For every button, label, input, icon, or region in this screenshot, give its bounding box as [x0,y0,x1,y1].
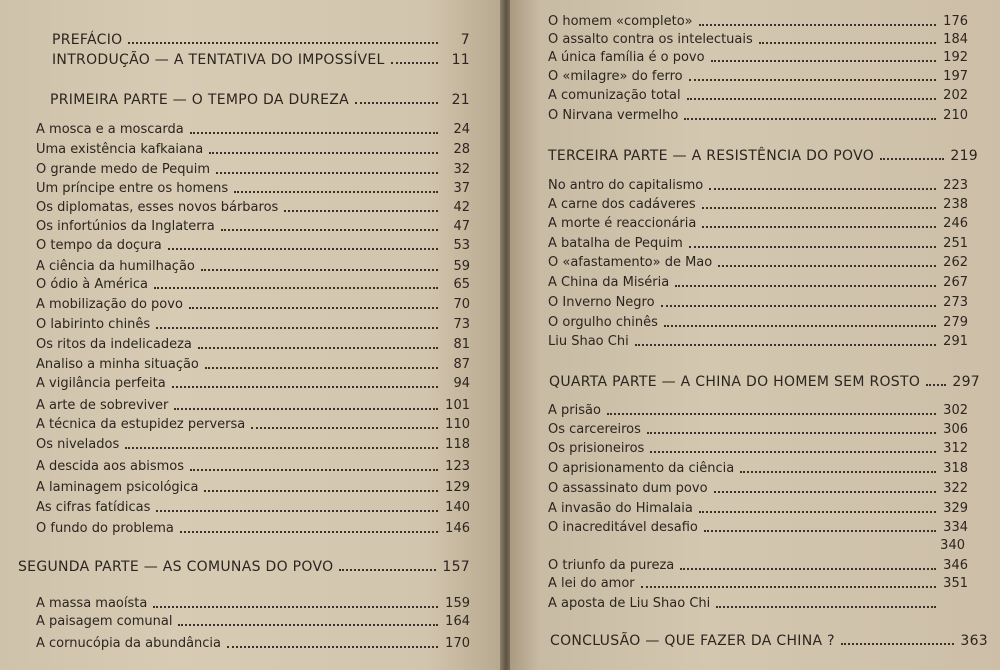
toc-entry-title: A arte de sobreviver [36,398,169,413]
toc-entry-page-number: 159 [445,596,470,611]
toc-entry [549,370,980,390]
toc-entry-title: O «milagre» do ferro [548,69,683,84]
toc-entry [548,174,968,194]
dot-leader [234,191,438,193]
toc-entry-page-number: 340 [940,538,965,553]
toc-entry-title: A única família é o povo [548,50,705,65]
dot-leader [128,42,438,44]
dot-leader [740,471,936,473]
toc-entry [548,251,968,271]
dot-leader [180,531,438,533]
toc-entry-page-number: 164 [445,614,470,629]
toc-entry-title: A paisagem comunal [36,614,173,629]
toc-entry-title: INTRODUÇÃO — A TENTATIVA DO IMPOSSÍVEL [52,52,385,68]
toc-entry [36,476,470,496]
toc-entry-page-number: 262 [943,255,968,270]
toc-entry-title: Os infortúnios da Inglaterra [36,219,215,234]
toc-entry [36,496,470,516]
toc-entry-title: A cornucópia da abundância [36,636,222,651]
toc-entry-title: O ódio à América [36,277,148,292]
toc-entry-page-number: 110 [445,417,470,432]
toc-entry-page-number: 267 [943,275,968,290]
toc-entry-title: Os nivelados [36,437,120,452]
toc-entry-page-number: 219 [950,148,978,164]
dot-leader [675,285,936,287]
toc-entry-title: A mosca e a moscarda [36,122,184,137]
dot-leader [709,188,936,190]
toc-entry-title: A descida aos abismos [36,459,184,474]
dot-leader [635,344,936,346]
toc-entry-page-number: 170 [445,636,470,651]
dot-leader [718,265,936,267]
dot-leader [641,586,936,588]
dot-leader [647,432,936,434]
toc-entry-page-number: 279 [943,315,968,330]
dot-leader [153,606,438,608]
toc-entry [52,48,470,68]
toc-entry [36,517,470,537]
toc-entry-title: O Nirvana vermelho [548,108,679,123]
toc-entry [548,46,968,66]
dot-leader [702,226,936,228]
toc-entry-page-number: 157 [442,559,470,575]
toc-entry [50,88,470,108]
dot-leader [926,384,946,386]
dot-leader [174,408,438,410]
toc-entry-title: A invasão do Himalaia [548,501,693,516]
toc-entry [548,592,968,612]
dot-leader [339,569,436,571]
toc-entry-page-number: 140 [445,500,470,515]
toc-entry-title: O Inverno Negro [548,295,655,310]
toc-entry-title: A técnica da estupidez perversa [36,417,246,432]
dot-leader [190,469,438,471]
toc-entry-page-number: 87 [453,357,470,372]
toc-entry-page-number: 7 [460,32,470,48]
toc-entry-title: No antro do capitalismo [548,178,704,193]
toc-entry [548,330,968,350]
toc-entry [548,212,968,232]
toc-entry-title: Os diplomatas, esses novos bárbaros [36,200,279,215]
toc-entry [548,271,968,291]
toc-entry-title: Os ritos da indelicadeza [36,337,192,352]
dot-leader [664,325,936,327]
toc-entry-page-number: 273 [943,295,968,310]
toc-entry-page-number: 238 [943,197,968,212]
toc-entry [36,158,470,178]
toc-entry-page-number: 118 [445,437,470,452]
dot-leader [198,347,438,349]
toc-entry-title: O grande medo de Pequim [36,162,211,177]
toc-entry [548,311,968,331]
toc-entry-page-number: 47 [453,219,470,234]
toc-entry-page-number: 297 [952,374,980,390]
dot-leader [221,229,438,231]
dot-leader [714,491,936,493]
dot-leader [178,624,438,626]
toc-entry-title: As cifras fatídicas [36,500,151,515]
dot-leader [684,118,936,120]
toc-entry-page-number: 81 [453,337,470,352]
toc-entry-title: PRIMEIRA PARTE — O TEMPO DA DUREZA [50,92,350,108]
toc-entry-page-number: 306 [943,422,968,437]
toc-entry [36,215,470,235]
toc-entry-page-number: 65 [453,277,470,292]
toc-entry-page-number: 202 [943,88,968,103]
dot-leader [355,102,438,104]
dot-leader [125,447,438,449]
dot-leader [172,386,438,388]
dot-leader [702,207,936,209]
toc-entry-page-number: 192 [943,50,968,65]
toc-entry-page-number: 197 [943,69,968,84]
toc-entry [548,534,965,554]
toc-entry-page-number: 312 [943,441,968,456]
toc-entry-page-number: 329 [943,501,968,516]
toc-entry-title: O orgulho chinês [548,315,658,330]
toc-entry-page-number: 322 [943,481,968,496]
dot-leader [190,132,438,134]
toc-entry [548,516,968,536]
dot-leader [680,568,936,570]
toc-entry-title: O inacreditável desafio [548,520,698,535]
toc-entry-page-number: 123 [445,459,470,474]
toc-entry-title: O assassinato dum povo [548,481,708,496]
toc-entry-page-number: 129 [445,480,470,495]
dot-leader [189,307,438,309]
toc-entry-page-number: 351 [943,576,968,591]
toc-entry [548,28,968,48]
toc-entry [548,144,978,164]
toc-entry-page-number: 11 [451,52,470,68]
dot-leader [251,427,438,429]
toc-entry [36,592,470,612]
toc-entry-title: A aposta de Liu Shao Chi [548,596,711,611]
toc-entry [36,293,470,313]
dot-leader [759,42,936,44]
dot-leader [204,490,438,492]
toc-entry-page-number: 24 [453,122,470,137]
toc-entry [36,196,470,216]
toc-entry-title: PREFÁCIO [52,32,123,48]
toc-entry [548,291,968,311]
toc-entry-title: Uma existência kafkaiana [36,142,204,157]
toc-entry [548,497,968,517]
toc-entry-title: O labirinto chinês [36,317,151,332]
toc-entry [548,232,968,252]
toc-entry-page-number: 223 [943,178,968,193]
dot-leader [284,210,438,212]
toc-entry [36,273,470,293]
toc-entry-page-number: 291 [943,334,968,349]
toc-entry-page-number: 28 [453,142,470,157]
dot-leader [841,643,955,645]
toc-entry-title: A lei do amor [548,576,635,591]
toc-entry-page-number: 53 [453,238,470,253]
toc-entry [36,234,470,254]
toc-entry-title: Analiso a minha situação [36,357,199,372]
toc-entry [548,65,968,85]
toc-entry-title: A massa maoísta [36,596,148,611]
toc-entry-title: O homem «completo» [548,14,693,29]
toc-entry [36,333,470,353]
toc-entry-page-number: 101 [445,398,470,413]
toc-entry [548,399,968,419]
dot-leader [650,451,936,453]
dot-leader [661,305,936,307]
dot-leader [216,172,438,174]
dot-leader [689,246,936,248]
toc-entry-title: Um príncipe entre os homens [36,181,229,196]
toc-entry-title: A vigilância perfeita [36,376,166,391]
toc-entry [52,28,470,48]
toc-entry-title: O «afastamento» de Mao [548,255,713,270]
toc-entry [36,632,470,652]
toc-entry [36,177,470,197]
dot-leader [699,511,936,513]
toc-entry [548,572,968,592]
toc-entry-page-number: 59 [453,259,470,274]
dot-leader [704,530,936,532]
toc-entry [36,394,470,414]
toc-entry [36,138,470,158]
toc-entry [36,118,470,138]
toc-entry-page-number: 146 [445,521,470,536]
toc-entry [36,610,470,630]
toc-entry-page-number: 251 [943,236,968,251]
toc-entry-page-number: 334 [943,520,968,535]
dot-leader [156,510,438,512]
toc-entry-page-number: 42 [453,200,470,215]
toc-entry-title: A ciência da humilhação [36,259,195,274]
toc-entry-title: O triunfo da pureza [548,558,675,573]
toc-entry-page-number: 302 [943,403,968,418]
toc-entry-page-number: 21 [451,92,470,108]
toc-entry-title: SEGUNDA PARTE — AS COMUNAS DO POVO [18,559,334,575]
toc-entry-page-number: 184 [943,32,968,47]
toc-entry-title: QUARTA PARTE — A CHINA DO HOMEM SEM ROSTO [549,374,921,390]
toc-entry [550,629,988,649]
toc-entry-page-number: 318 [943,461,968,476]
dot-leader [201,269,438,271]
toc-entry-title: O fundo do problema [36,521,174,536]
toc-entry [36,372,470,392]
toc-entry-title: O assalto contra os intelectuais [548,32,753,47]
toc-entry [36,413,470,433]
dot-leader [154,287,438,289]
toc-entry [36,433,470,453]
toc-entry-title: A mobilização do povo [36,297,183,312]
toc-entry-page-number: 176 [943,14,968,29]
toc-entry-page-number: 246 [943,216,968,231]
toc-entry-page-number: 32 [453,162,470,177]
toc-entry-title: A morte é reaccionária [548,216,697,231]
dot-leader [205,367,438,369]
toc-entry [548,437,968,457]
toc-entry [36,455,470,475]
toc-entry [18,555,470,575]
toc-entry [548,418,968,438]
toc-entry-title: CONCLUSÃO — QUE FAZER DA CHINA ? [550,633,835,649]
toc-entry [36,353,470,373]
toc-entry [548,477,968,497]
toc-entry-title: Os carcereiros [548,422,641,437]
dot-leader [607,413,936,415]
toc-entry-title: A prisão [548,403,601,418]
toc-entry-page-number: 363 [960,633,988,649]
toc-entry-page-number: 37 [453,181,470,196]
toc-entry-title: A comunização total [548,88,681,103]
toc-entry [548,554,968,574]
toc-entry [36,313,470,333]
toc-entry [36,255,470,275]
dot-leader [716,606,936,608]
toc-entry-title: A batalha de Pequim [548,236,683,251]
dot-leader [687,98,936,100]
toc-entry [548,84,968,104]
toc-entry [548,10,968,30]
dot-leader [689,79,936,81]
dot-leader [711,60,936,62]
toc-entry-title: O tempo da doçura [36,238,162,253]
toc-entry-title: A China da Miséria [548,275,670,290]
dot-leader [391,62,438,64]
dot-leader [209,152,438,154]
dot-leader [156,327,438,329]
toc-entry-title: A carne dos cadáveres [548,197,696,212]
toc-entry-page-number: 210 [943,108,968,123]
toc-entry-title: A laminagem psicológica [36,480,199,495]
toc-entry-title: Os prisioneiros [548,441,645,456]
toc-entry [548,457,968,477]
toc-entry-page-number: 70 [453,297,470,312]
toc-entry-title: Liu Shao Chi [548,334,629,349]
dot-leader [168,248,438,250]
toc-entry-page-number: 94 [453,376,470,391]
toc-entry-page-number: 73 [453,317,470,332]
dot-leader [227,646,438,648]
toc-entry [548,193,968,213]
toc-entry-title: O aprisionamento da ciência [548,461,735,476]
toc-entry [548,104,968,124]
dot-leader [699,24,936,26]
toc-entry-title: TERCEIRA PARTE — A RESISTÊNCIA DO POVO [548,148,875,164]
toc-entry-page-number: 346 [943,558,968,573]
dot-leader [880,158,944,160]
